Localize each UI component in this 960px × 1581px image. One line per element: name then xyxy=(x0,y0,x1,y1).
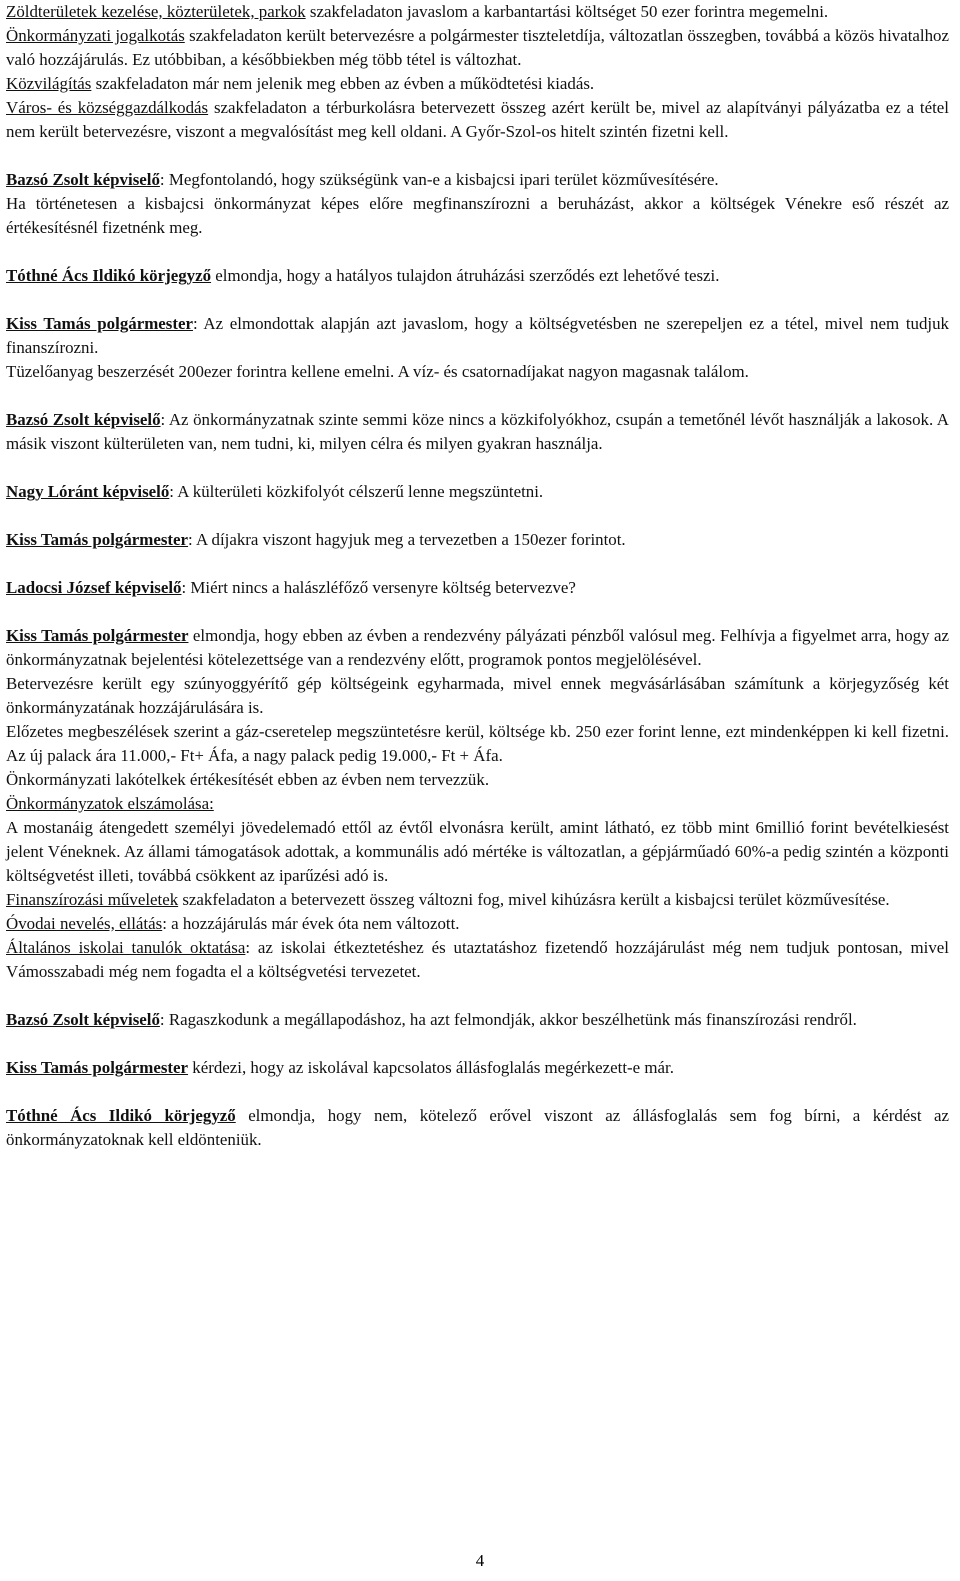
speaker-name: Kiss Tamás polgármester xyxy=(6,626,189,645)
paragraph-text: Betervezésre került egy szúnyoggyérítő gép költségeink egyharmada, mivel ennek megvásárlásában számítunk a körjegyzőség két önkormányzatának hozzájárulására is. xyxy=(6,674,949,717)
paragraph-spacer xyxy=(6,1080,949,1104)
paragraph-text: Önkormányzati lakótelkek értékesítését ebben az évben nem tervezzük. xyxy=(6,770,490,789)
paragraph-text: Tüzelőanyag beszerzését 200ezer forintra kellene emelni. A víz- és csatornadíjakat nagyon magasnak találom. xyxy=(6,362,749,381)
speaker-name: Kiss Tamás polgármester xyxy=(6,530,189,549)
paragraph-text: elmondja, hogy a hatályos tulajdon átruházási szerződés ezt lehetővé teszi. xyxy=(211,266,720,285)
underlined-heading: Óvodai nevelés, ellátás xyxy=(6,914,163,933)
speaker-name: Kiss Tamás polgármester xyxy=(6,1058,189,1077)
paragraph-text: : az iskolai étkeztetéshez és utaztatáshoz fizetendő hozzájárulást még nem tudjuk pontosan, mivel Vámosszabadi még nem fogadta el a költségvetési tervezetet. xyxy=(6,938,949,981)
paragraph-text: : Az önkormányzatnak szinte semmi köze nincs a közkifolyókhoz, csupán a temetőnél lévőt használják a lakosok. A másik viszont külterületen van, nem tudni, ki, milyen célra és milyen gyakran használja. xyxy=(6,410,949,453)
underlined-heading: Zöldterületek kezelése, közterületek, parkok xyxy=(6,2,306,21)
paragraph xyxy=(6,792,949,816)
paragraph xyxy=(6,720,949,768)
paragraph-text: : Az elmondottak alapján azt javaslom, hogy a költségvetésben ne szerepeljen ez a tétel, mivel nem tudjuk finanszírozni. xyxy=(6,314,949,357)
paragraph-text: kérdezi, hogy az iskolával kapcsolatos állásfoglalás megérkezett-e már. xyxy=(188,1058,674,1077)
underlined-heading: Finanszírozási műveletek xyxy=(6,890,179,909)
paragraph-spacer xyxy=(6,1032,949,1056)
paragraph-text: szakfeladaton már nem jelenik meg ebben az évben a működtetési kiadás. xyxy=(91,74,595,93)
paragraph-text: : A külterületi közkifolyót célszerű lenne megszüntetni. xyxy=(169,482,544,501)
paragraph xyxy=(6,672,949,720)
speaker-name: Bazsó Zsolt képviselő xyxy=(6,170,160,189)
speaker-name: Kiss Tamás polgármester xyxy=(6,314,193,333)
speaker-name: Bazsó Zsolt képviselő xyxy=(6,410,161,429)
paragraph-spacer xyxy=(6,984,949,1008)
paragraph xyxy=(6,168,949,192)
paragraph-text: Előzetes megbeszélések szerint a gáz-cseretelep megszüntetésre kerül, költsége kb. 250 ezer forint lenne, ezt mindenképpen ki kell fizetni. Az új palack ára 11.000,- Ft+ Áfa, a nagy palack pedig 19.000,- Ft + Áfa. xyxy=(6,722,949,765)
speaker-name: Ladocsi József képviselő xyxy=(6,578,182,597)
paragraph-spacer xyxy=(6,288,949,312)
paragraph xyxy=(6,576,949,600)
paragraph xyxy=(6,1056,949,1080)
underlined-heading: Önkormányzati jogalkotás xyxy=(6,26,185,45)
paragraph-spacer xyxy=(6,240,949,264)
document-page xyxy=(6,0,949,1152)
underlined-heading: Általános iskolai tanulók oktatása xyxy=(6,938,246,957)
paragraph xyxy=(6,912,949,936)
paragraph xyxy=(6,480,949,504)
paragraph-text: : Ragaszkodunk a megállapodáshoz, ha azt felmondják, akkor beszélhetünk más finanszírozási rendről. xyxy=(159,1010,857,1029)
paragraph xyxy=(6,768,949,792)
paragraph xyxy=(6,816,949,888)
paragraph-text: : a hozzájárulás már évek óta nem változott. xyxy=(162,914,460,933)
paragraph-spacer xyxy=(6,552,949,576)
paragraph-text: szakfeladaton a térburkolásra betervezett összeg azért került be, mivel az alapítványi pályázatba ez a tétel nem került betervezésre, viszont a megvalósítást meg kell oldani. A Győr-Szol-os hitelt szintén fizetni kell. xyxy=(6,98,949,141)
paragraph-spacer xyxy=(6,504,949,528)
paragraph xyxy=(6,624,949,672)
paragraph-text: : A díjakra viszont hagyjuk meg a tervezetben a 150ezer forintot. xyxy=(188,530,626,549)
paragraph xyxy=(6,528,949,552)
speaker-name: Nagy Lóránt képviselő xyxy=(6,482,170,501)
speaker-name: Tóthné Ács Ildikó körjegyző xyxy=(6,1106,236,1125)
speaker-name: Bazsó Zsolt képviselő xyxy=(6,1010,160,1029)
paragraph-text: elmondja, hogy nem, kötelező erővel viszont az állásfoglalás sem fog bírni, a kérdést az önkormányzatoknak kell eldönteniük. xyxy=(6,1106,949,1149)
underlined-heading: Város- és községgazdálkodás xyxy=(6,98,209,117)
paragraph-text: szakfeladaton javaslom a karbantartási költséget 50 ezer forintra megemelni. xyxy=(305,2,829,21)
paragraph xyxy=(6,1008,949,1032)
paragraph xyxy=(6,936,949,984)
paragraph xyxy=(6,1104,949,1152)
paragraph-text: elmondja, hogy ebben az évben a rendezvény pályázati pénzből valósul meg. Felhívja a figyelmet arra, hogy az önkormányzatnak bejelentési kötelezettsége van a rendezvény előtt, programok pontos megjelölésével. xyxy=(6,626,949,669)
paragraph-text: szakfeladaton a betervezett összeg változni fog, mivel kihúzásra került a kisbajcsi terület közművesítése. xyxy=(178,890,890,909)
paragraph xyxy=(6,360,949,384)
paragraph-text: : Miért nincs a halászléfőző versenyre költség betervezve? xyxy=(181,578,576,597)
speaker-name: Tóthné Ács Ildikó körjegyző xyxy=(6,266,212,285)
paragraph-spacer xyxy=(6,384,949,408)
underlined-heading: Közvilágítás xyxy=(6,74,92,93)
paragraph-text: A mostanáig átengedett személyi jövedelemadó ettől az évtől elvonásra került, amint látható, ez több mint 6millió forint bevételkiesést jelent Véneknek. Az állami támogatások adottak, a kommunális adó mértéke is változatlan, a gépjárműadó 60%-a pedig szintén a központi költségvetést illeti, továbbá csökkent az iparűzési adó is. xyxy=(6,818,949,885)
paragraph xyxy=(6,0,949,24)
paragraph-text: : Megfontolandó, hogy szükségünk van-e a kisbajcsi ipari terület közművesítésére. xyxy=(159,170,719,189)
paragraph xyxy=(6,312,949,360)
underlined-heading: Önkormányzatok elszámolása: xyxy=(6,794,214,813)
paragraph xyxy=(6,96,949,144)
paragraph-text: szakfeladaton került betervezésre a polgármester tiszteletdíja, változatlan összegben, továbbá a közös hivatalhoz való hozzájárulás. Ez utóbbiban, a későbbiekben még több tétel is változhat. xyxy=(6,26,949,69)
paragraph-spacer xyxy=(6,456,949,480)
paragraph xyxy=(6,72,949,96)
page-number: 4 xyxy=(475,1551,485,1570)
paragraph xyxy=(6,888,949,912)
paragraph xyxy=(6,264,949,288)
paragraph xyxy=(6,24,949,72)
paragraph xyxy=(6,192,949,240)
paragraph xyxy=(6,408,949,456)
paragraph-spacer xyxy=(6,600,949,624)
paragraph-spacer xyxy=(6,144,949,168)
paragraph-text: Ha történetesen a kisbajcsi önkormányzat képes előre megfinanszírozni a beruházást, akkor a költségek Vénekre eső részét az értékesítésnél fizetnénk meg. xyxy=(6,194,949,237)
